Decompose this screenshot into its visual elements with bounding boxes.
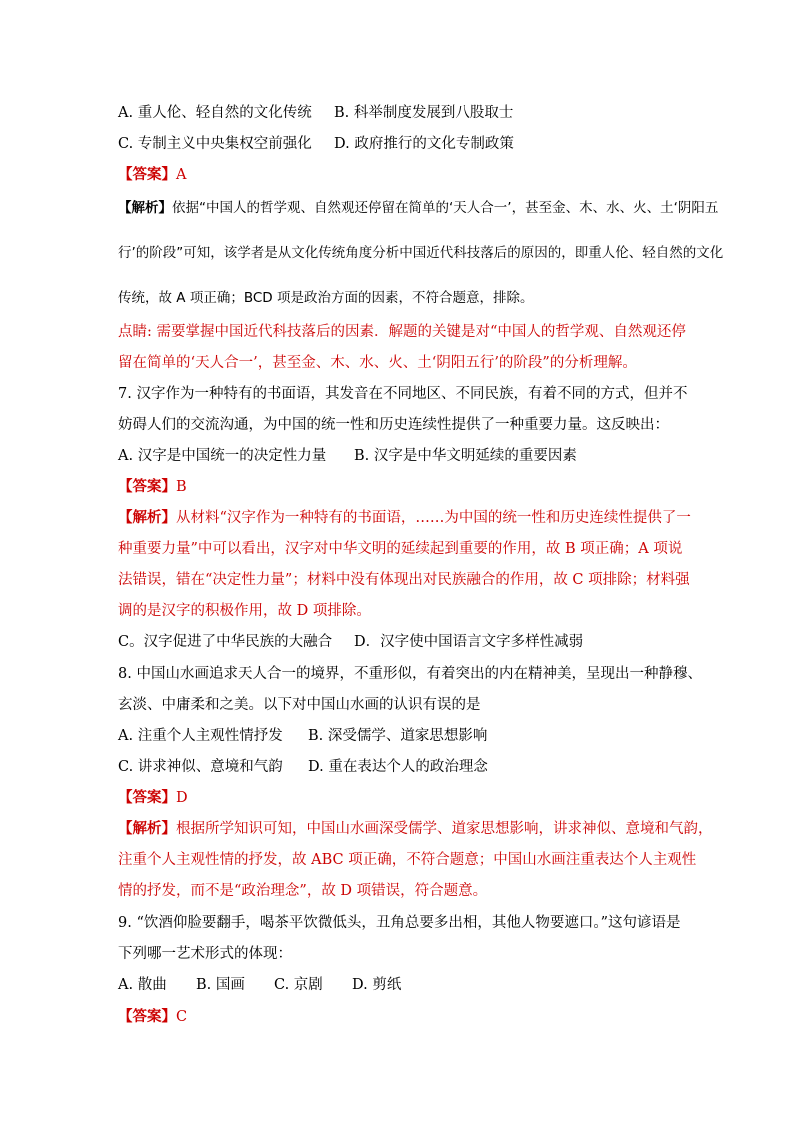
q7-stem-line-2: 妨碍人们的交流沟通，为中国的统一性和历史连续性提供了一种重要力量。这反映出： xyxy=(118,417,669,433)
q8-option-a: A. 注重个人主观性情抒发 xyxy=(118,728,283,744)
q7-stem-line-1: 7. 汉字作为一种特有的书面语，其发音在不同地区、不同民族，有着不同的方式，但并不 xyxy=(118,386,688,402)
q7-option-b: B. 汉字是中华文明延续的重要因素 xyxy=(354,448,577,464)
answer-value: A xyxy=(176,167,187,183)
explanation-label: 【解析】 xyxy=(118,200,172,216)
q8-stem-line-1: 8. 中国山水画追求天人合一的境界，不重形似，有着突出的内在精神美，呈现出一种静穆、 xyxy=(118,666,702,682)
q6-option-d: D. 政府推行的文化专制政策 xyxy=(334,136,514,152)
answer-value: D xyxy=(176,790,188,806)
q7-option-c: C。汉字促进了中华民族的大融合 xyxy=(118,634,333,650)
answer-label: 【答案】 xyxy=(118,166,176,183)
q7-explanation-line-1 xyxy=(118,508,691,528)
q6-explanation-line-3: 传统，故 A 项正确；BCD 项是政治方面的因素，不符合题意，排除。 xyxy=(118,290,534,306)
answer-label: 【答案】 xyxy=(118,1008,176,1025)
q8-option-c: C. 讲求神似、意境和气韵 xyxy=(118,759,283,775)
answer-value: C xyxy=(176,1009,188,1025)
explanation-text: 依据“中国人的哲学观、自然观还停留在简单的‘天人合一’，甚至金、木、水、火、土‘阴阳五 xyxy=(172,200,719,216)
q7-answer xyxy=(118,477,187,497)
q7-options-row-1 xyxy=(118,446,577,466)
q9-answer xyxy=(118,1007,187,1027)
q9-option-a: A. 散曲 xyxy=(118,977,167,993)
q8-stem-line-2: 玄淡、中庸柔和之美。以下对中国山水画的认识有误的是 xyxy=(118,697,481,713)
q8-explanation-line-3: 情的抒发，而不是“政治理念”，故 D 项错误，符合题意。 xyxy=(118,883,488,899)
q6-explanation-line-1 xyxy=(118,198,718,218)
answer-label: 【答案】 xyxy=(118,789,176,806)
explanation-label: 【解析】 xyxy=(118,820,176,837)
q6-option-c: C. 专制主义中央集权空前强化 xyxy=(118,136,312,152)
q7-explanation-line-2: 种重要力量”中可以看出，汉字对中华文明的延续起到重要的作用，故 B 项正确；A 项说 xyxy=(118,541,683,557)
q6-option-b: B. 科举制度发展到八股取士 xyxy=(334,105,514,121)
q8-options-row-2 xyxy=(118,757,488,777)
explanation-text: 根据所学知识可知，中国山水画深受儒学、道家思想影响，讲求神似、意境和气韵， xyxy=(176,821,713,837)
q9-options-row xyxy=(118,975,401,995)
q9-stem-line-2: 下列哪一艺术形式的体现： xyxy=(118,946,292,962)
q8-answer xyxy=(118,788,188,808)
q7-option-d: D．汉字使中国语言文字多样性减弱 xyxy=(354,634,584,650)
q8-options-row-1 xyxy=(118,726,487,746)
q6-options-row-1 xyxy=(118,103,513,123)
q8-option-b: B. 深受儒学、道家思想影响 xyxy=(308,728,488,744)
q6-tip-line-1: 点睛: 需要掌握中国近代科技落后的因素．解题的关键是对“中国人的哲学观、自然观还停 xyxy=(118,324,686,340)
q9-option-d: D. 剪纸 xyxy=(352,977,402,993)
q9-option-b: B. 国画 xyxy=(196,977,245,993)
q7-explanation-line-4: 调的是汉字的积极作用，故 D 项排除。 xyxy=(118,603,371,619)
answer-value: B xyxy=(176,479,187,495)
q8-explanation-line-1 xyxy=(118,819,713,839)
q6-answer xyxy=(118,165,186,185)
q8-explanation-line-2: 注重个人主观性情的抒发，故 ABC 项正确，不符合题意；中国山水画注重表达个人主观性 xyxy=(118,852,697,868)
q8-option-d: D. 重在表达个人的政治理念 xyxy=(308,759,488,775)
q7-option-a: A. 汉字是中国统一的决定性力量 xyxy=(118,448,327,464)
q7-options-row-2 xyxy=(118,632,583,652)
answer-label: 【答案】 xyxy=(118,478,176,495)
q7-explanation-line-3: 法错误，错在“决定性力量”；材料中没有体现出对民族融合的作用，故 C 项排除；材料强 xyxy=(118,572,690,588)
q6-option-a: A. 重人伦、轻自然的文化传统 xyxy=(118,105,312,121)
q6-tip-line-2: 留在简单的‘天人合一’，甚至金、木、水、火、土‘阴阳五行’的阶段”的分析理解。 xyxy=(118,355,637,371)
explanation-text: 从材料“汉字作为一种特有的书面语，……为中国的统一性和历史连续性提供了一 xyxy=(176,510,691,526)
explanation-label: 【解析】 xyxy=(118,509,176,526)
q9-stem-line-1: 9. “饮酒仰脸要翻手，喝茶平饮微低头，丑角总要多出相，其他人物要遮口。”这句谚语是 xyxy=(118,915,681,931)
q6-options-row-2 xyxy=(118,134,514,154)
q9-option-c: C. 京剧 xyxy=(274,977,323,993)
q6-explanation-line-2: 行’的阶段”可知，该学者是从文化传统角度分析中国近代科技落后的原因的，即重人伦、轻自然的文化 xyxy=(118,245,724,261)
